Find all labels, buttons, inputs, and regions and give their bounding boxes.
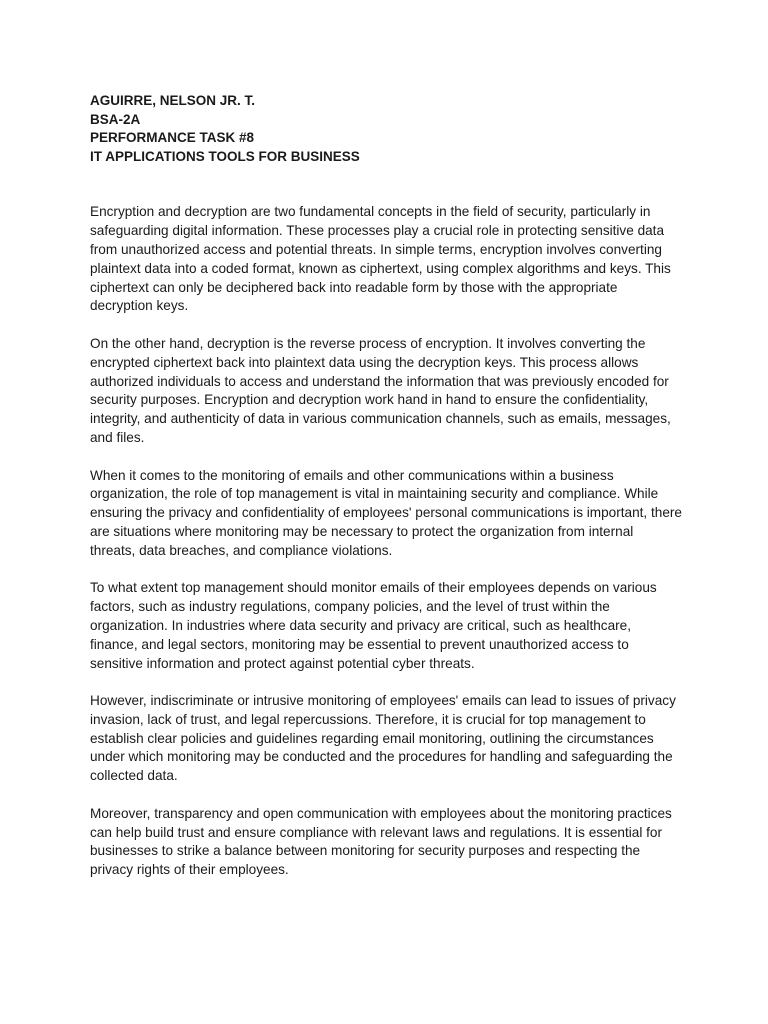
student-name: AGUIRRE, NELSON JR. T.: [90, 93, 256, 108]
document-header: [90, 92, 682, 166]
paragraph-decryption: On the other hand, decryption is the reverse process of encryption. It involves converting the encrypted ciphertext back into plaintext data using the decryption keys. This process allows authorized individuals to access and understand the information that was previously encoded for security purposes. Encryption and decryption work hand in hand to ensure the confidentiality, integrity, and authenticity of data in various communication channels, such as emails, messages, and files.: [90, 335, 671, 445]
paragraph-encryption-intro: Encryption and decryption are two fundamental concepts in the field of security, particularly in safeguarding digital information. These processes play a crucial role in protecting sensitive data from unauthorized access and potential threats. In simple terms, encryption involves converting plaintext data into a coded format, known as ciphertext, using complex algorithms and keys. This ciphertext can only be deciphered back into readable form by those with the appropriate decryption keys.: [90, 204, 671, 314]
subject-title: IT APPLICATIONS TOOLS FOR BUSINESS: [90, 148, 360, 164]
paragraph-email-monitoring: When it comes to the monitoring of emails and other communications within a business organization, the role of top management is vital in maintaining security and compliance. While ensuring the privacy and confidentiality of employees' personal communications is important, there are situations where monitoring may be necessary to protect the organization from internal threats, data breaches, and compliance violations.: [90, 467, 682, 558]
document-content: [90, 92, 682, 899]
paragraph-monitoring-extent: To what extent top management should monitor emails of their employees depends on various factors, such as industry regulations, company policies, and the level of trust within the organization. In industries where data security and privacy are critical, such as healthcare, finance, and legal sectors, monitoring may be essential to prevent unauthorized access to sensitive information and protect against potential cyber threats.: [90, 580, 657, 671]
task-title: PERFORMANCE TASK #8: [90, 130, 255, 146]
paragraph-intrusive-monitoring: However, indiscriminate or intrusive monitoring of employees' emails can lead to issues of privacy invasion, lack of trust, and legal repercussions. Therefore, it is crucial for top management to establish clear policies and guidelines regarding email monitoring, outlining the circumstances under which monitoring may be conducted and the procedures for handling and safeguarding the collected data.: [90, 693, 676, 784]
student-section: BSA-2A: [90, 111, 141, 127]
paragraph-transparency: Moreover, transparency and open communication with employees about the monitoring practices can help build trust and ensure compliance with relevant laws and regulations. It is essential for businesses to strike a balance between monitoring for security purposes and respecting the privacy rights of their employees.: [90, 805, 672, 878]
